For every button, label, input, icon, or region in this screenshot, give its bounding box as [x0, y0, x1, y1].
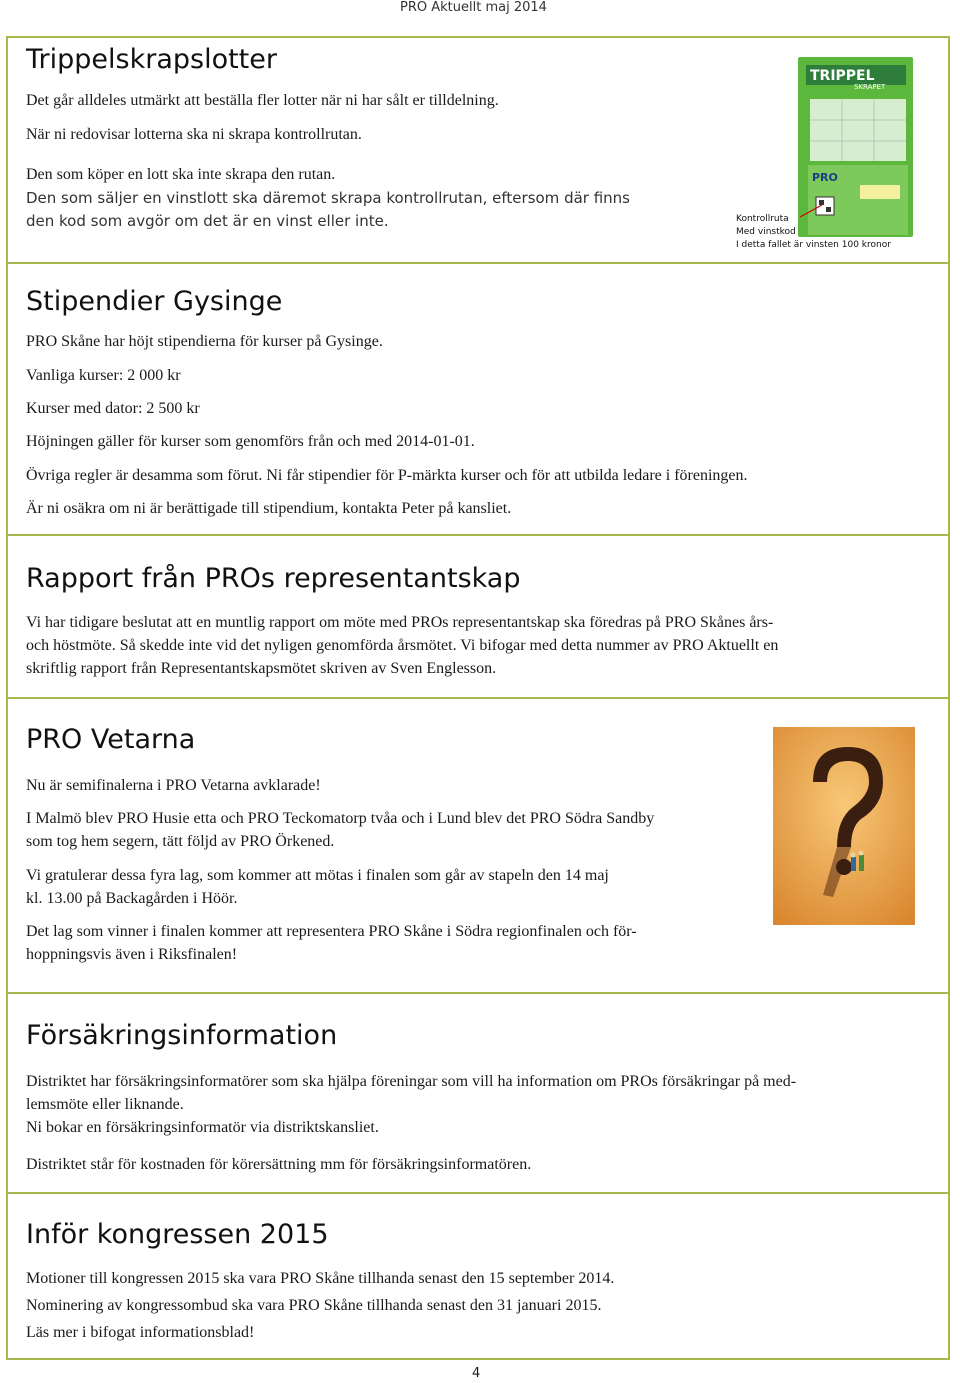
- divider: [6, 534, 950, 536]
- page-number: 4: [472, 1366, 481, 1381]
- stipendier-text: Övriga regler är desamma som förut. Ni får stipendier för P-märkta kurser och för att utbilda ledare i föreningen.: [26, 467, 748, 484]
- vetarna-text: hoppningsvis även i Riksfinalen!: [26, 946, 238, 963]
- stipendier-text: Är ni osäkra om ni är berättigade till stipendium, kontakta Peter på kansliet.: [26, 500, 512, 517]
- vetarna-text: Nu är semifinalerna i PRO Vetarna avklarade!: [26, 777, 321, 794]
- divider: [6, 697, 950, 699]
- rapport-text: och höstmöte. Så skedde inte vid det nyligen genomförda årsmötet. Vi bifogar med detta nummer av PRO Aktuellt en: [26, 637, 779, 654]
- svg-text:TRIPPEL: TRIPPEL: [810, 68, 875, 84]
- svg-text:PRO: PRO: [812, 171, 838, 184]
- vetarna-text: Vi gratulerar dessa fyra lag, som kommer att mötas i finalen som går av stapeln den 14 maj: [26, 867, 609, 884]
- svg-text:SKRAPET: SKRAPET: [854, 83, 886, 91]
- kongress-text: Läs mer i bifogat informationsblad!: [26, 1324, 255, 1341]
- vetarna-text: Det lag som vinner i finalen kommer att representera PRO Skåne i Södra regionfinalen och för-: [26, 923, 637, 940]
- rapport-text: skriftlig rapport från Representantskapsmötet skriven av Sven Englesson.: [26, 660, 497, 677]
- divider: [6, 1192, 950, 1194]
- trippel-title: Trippelskrapslotter: [26, 44, 277, 75]
- svg-text:Med vinstkod: Med vinstkod: [736, 227, 796, 237]
- kongress-title: Inför kongressen 2015: [26, 1219, 329, 1250]
- trippel-text: Den som köper en lott ska inte skrapa den rutan.: [26, 166, 336, 183]
- trippel-text: den kod som avgör om det är en vinst eller inte.: [26, 212, 389, 230]
- lottery-ticket-image: [730, 55, 920, 255]
- svg-text:I detta fallet är vinsten 100: I detta fallet är vinsten 100 kronor: [736, 240, 891, 250]
- trippel-text: Det går alldeles utmärkt att beställa fler lotter när ni har sålt er tilldelning.: [26, 92, 499, 109]
- vetarna-text: I Malmö blev PRO Husie etta och PRO Teckomatorp tvåa och i Lund blev det PRO Södra Sandby: [26, 810, 655, 827]
- kongress-text: Nominering av kongressombud ska vara PRO Skåne tillhanda senast den 31 januari 2015.: [26, 1297, 602, 1314]
- stipendier-title: Stipendier Gysinge: [26, 286, 283, 317]
- vetarna-title: PRO Vetarna: [26, 724, 196, 755]
- vetarna-text: kl. 13.00 på Backagården i Höör.: [26, 890, 238, 907]
- forsakring-title: Försäkringsinformation: [26, 1020, 338, 1051]
- stipendier-text: Vanliga kurser: 2 000 kr: [26, 367, 181, 384]
- stipendier-text: Höjningen gäller för kurser som genomförs från och med 2014-01-01.: [26, 433, 475, 450]
- divider: [6, 992, 950, 994]
- forsakring-text: Distriktet har försäkringsinformatörer som ska hjälpa föreningar som vill ha information om PROs försäkringar på med-: [26, 1073, 797, 1090]
- stipendier-text: Kurser med dator: 2 500 kr: [26, 400, 200, 417]
- page-header: PRO Aktuellt maj 2014: [400, 0, 547, 15]
- forsakring-text: Ni bokar en försäkringsinformatör via distriktskansliet.: [26, 1119, 379, 1136]
- rapport-title: Rapport från PROs representantskap: [26, 563, 521, 594]
- divider: [6, 262, 950, 264]
- forsakring-text: lemsmöte eller liknande.: [26, 1096, 184, 1113]
- svg-text:Kontrollruta: Kontrollruta: [736, 214, 789, 224]
- kongress-text: Motioner till kongressen 2015 ska vara PRO Skåne tillhanda senast den 15 september 2014.: [26, 1270, 615, 1287]
- rapport-text: Vi har tidigare beslutat att en muntlig rapport om möte med PROs representantskap ska föredras på PRO Skånes års-: [26, 614, 774, 631]
- trippel-text: När ni redovisar lotterna ska ni skrapa kontrollrutan.: [26, 126, 362, 143]
- forsakring-text: Distriktet står för kostnaden för körersättning mm för försäkringsinformatören.: [26, 1156, 532, 1173]
- question-mark-image: [773, 727, 915, 925]
- trippel-text: Den som säljer en vinstlott ska däremot skrapa kontrollrutan, eftersom där finns: [26, 189, 630, 207]
- vetarna-text: som tog hem segern, tätt följd av PRO Örkened.: [26, 833, 335, 850]
- stipendier-text: PRO Skåne har höjt stipendierna för kurser på Gysinge.: [26, 333, 383, 350]
